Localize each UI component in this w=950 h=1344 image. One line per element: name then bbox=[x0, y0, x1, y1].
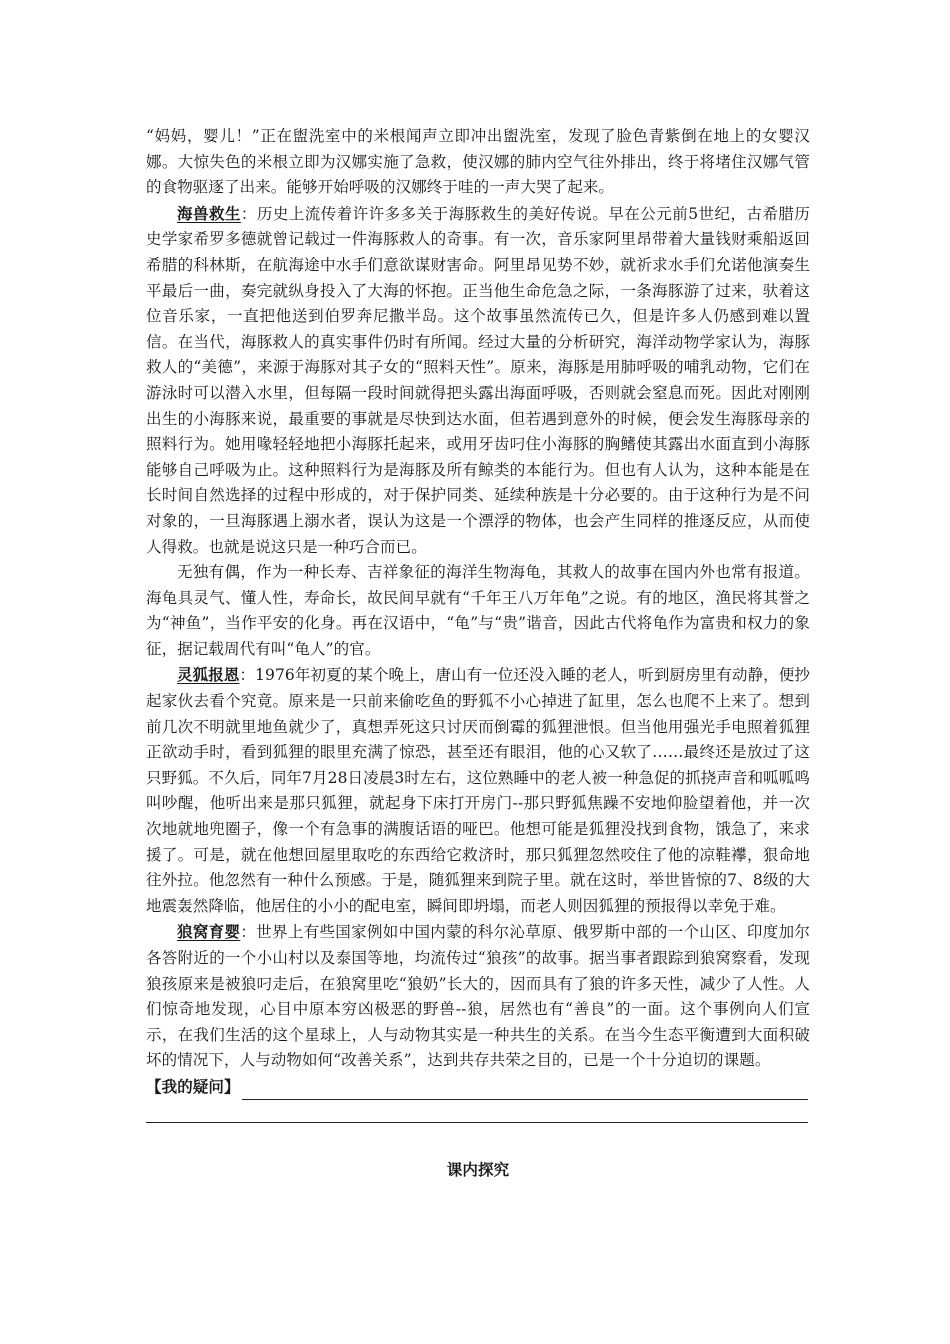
paragraph-fox-gratitude-body: ：1976年初夏的某个晚上，唐山有一位还没入睡的老人，听到厨房里有动静，便抄起家伙去看个究竟。原来是一只前来偷吃鱼的野狐不小心掉进了缸里，怎么也爬不上来了。想到前几次不明就里地鱼就少了，真想弄死这只讨厌而倒霉的狐狸泄恨。但当他用强光手电照着狐狸正欲动手时，看到狐狸的眼里充满了惊恐，甚至还有眼泪，他的心又软了……最终还是放过了这只野狐。不久后，同年7月28日凌晨3时左右，这位熟睡中的老人被一种急促的抓挠声音和呱呱鸣叫吵醒，他听出来是那只狐狸，就起身下床打开房门--那只野狐焦躁不安地仰脸望着他，并一次次地就地兜圈子，像一个有急事的满腹话语的哑巴。他想可能是狐狸没找到食物，饿急了，来求援了。可是，就在他想回屋里取吃的东西给它救济时，那只狐狸忽然咬住了他的凉鞋襻，狠命地往外拉。他忽然有一种什么预感。于是，随狐狸来到院子里。就在这时，举世皆惊的7、8级的大地震轰然降临，他居住的小小的配电室，瞬间即坍塌，而老人则因狐狸的预报得以幸免于难。 bbox=[146, 666, 810, 915]
paragraph-rescue-hanna: “妈妈，婴儿！”正在盥洗室中的米根闻声立即冲出盥洗室，发现了脸色青紫倒在地上的女婴汉娜。大惊失色的米根立即为汉娜实施了急救，使汉娜的肺内空气往外排出，终于将堵住汉娜气管的食物驱逐了出来。能够开始呼吸的汉娜终于哇的一声大哭了起来。 bbox=[146, 127, 810, 197]
paragraph-dolphin-rescue bbox=[146, 201, 810, 560]
paragraph-sea-turtle: 无独有偶，作为一种长寿、吉祥象征的海洋生物海龟，其救人的故事在国内外也常有报道。海龟具灵气、懂人性，寿命长，故民间早就有“千年王八万年龟”之说。有的地区，渔民将其誉之为“神鱼”，当作平安的化身。再在汉语中，“龟”与“贵”谐音，因此古代将龟作为富贵和权力的象征，据记载周代有叫“龟人”的官。 bbox=[146, 563, 810, 658]
my-question-answer-line-2[interactable] bbox=[146, 1102, 808, 1123]
keyword-fox-gratitude: 灵狐报恩 bbox=[177, 665, 240, 685]
paragraph-wolf-child-body: ：世界上有些国家例如中国内蒙的科尔沁草原、俄罗斯中部的一个山区、印度加尔各答附近的一个小山村以及泰国等地，均流传过“狼孩”的故事。据当事者跟踪到狼窝察看，发现狼孩原来是被狼叼走后，在狼窝里吃“狼奶”长大的，因而具有了狼的许多天性，减少了人性。人们惊奇地发现，心目中原本穷凶极恶的野兽--狼，居然也有“善良”的一面。这个事例向人们宣示，在我们生活的这个星球上，人与动物其实是一种共生的关系。在当今生态平衡遭到大面积破坏的情况下，人与动物如何“改善关系”，达到共存共荣之目的，已是一个十分迫切的课题。 bbox=[146, 923, 810, 1070]
keyword-wolf-child: 狼窝育婴 bbox=[177, 922, 241, 942]
my-question-label: 【我的疑问】 bbox=[146, 1077, 240, 1097]
paragraph-wolf-child bbox=[146, 919, 810, 1074]
document-page bbox=[146, 124, 810, 1183]
keyword-dolphin-rescue: 海兽救生 bbox=[177, 203, 241, 223]
paragraph-dolphin-rescue-body: ：历史上流传着许许多多关于海豚救生的美好传说。早在公元前5世纪，古希腊历史学家希罗多德就曾记载过一件海豚救人的奇事。有一次，音乐家阿里昂带着大量钱财乘船返回希腊的科林斯，在航海途中水手们意欲谋财害命。阿里昂见势不妙，就祈求水手们允诺他演奏生平最后一曲，奏完就纵身投入了大海的怀抱。正当他生命危急之际，一条海豚游了过来，驮着这位音乐家，一直把他送到伯罗奔尼撒半岛。这个故事虽然流传已久，但是许多人仍感到难以置信。在当代，海豚救人的真实事件仍时有所闻。经过大量的分析研究，海洋动物学家认为，海豚救人的“美德”，来源于海豚对其子女的“照料天性”。原来，海豚是用肺呼吸的哺乳动物，它们在游泳时可以潜入水里，但每隔一段时间就得把头露出海面呼吸，否则就会窒息而死。因此对刚刚出生的小海豚来说，最重要的事就是尽快到达水面，但若遇到意外的时候，便会发生海豚母亲的照料行为。她用喙轻轻地把小海豚托起来，或用牙齿叼住小海豚的胸鳍使其露出水面直到小海豚能够自己呼吸为止。这种照料行为是海豚及所有鲸类的本能行为。但也有人认为，这种本能是在长时间自然选择的过程中形成的，对于保护同类、延续种族是十分必要的。由于这种行为是不问对象的，一旦海豚遇上溺水者，误认为这是一个漂浮的物体，也会产生同样的推逐反应，从而使人得救。也就是说这只是一种巧合而已。 bbox=[146, 204, 810, 556]
section-title: 课内探究 bbox=[446, 1159, 510, 1179]
my-question-answer-line[interactable] bbox=[242, 1079, 808, 1100]
paragraph-fox-gratitude bbox=[146, 662, 810, 919]
my-question-row bbox=[146, 1074, 810, 1100]
